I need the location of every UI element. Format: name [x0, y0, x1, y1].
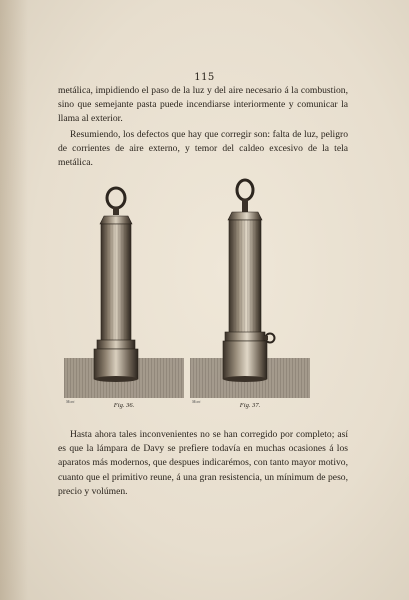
davy-lamp-illustration-2	[190, 176, 310, 406]
paragraph-1: metálica, impidiendo el paso de la luz y del aire necesario á la combustion, sino que semejante pasta puede incendiarse interiormente y comunicar la llama al exterior.	[58, 85, 348, 125]
paragraph-3: Hasta ahora tales inconvenientes no se han corregido por completo; así es que la lámpara de Davy se prefiere todavía en muchas ocasiones á los aparatos más modernos, que despues indicarémos, con tanto mayor motivo, cuanto que el primitivo reune, á una gran resistencia, un mínimum de peso, precio y volúmen.	[58, 429, 348, 497]
figure-37	[190, 176, 310, 416]
figure-caption: Fig. 36.	[113, 402, 135, 409]
binding-shadow	[0, 0, 28, 600]
paragraph-2: Resumiendo, los defectos que hay que corregir son: falta de luz, peligro de corrientes de aire externo, y temor del caldeo excesivo de la tela metálica.	[58, 129, 348, 169]
engraver-signature: Mont	[66, 399, 75, 404]
figure-caption: Fig. 37.	[239, 402, 261, 409]
figure-36	[64, 176, 184, 416]
engraver-signature: Mont	[192, 399, 201, 404]
page-number: 115	[194, 72, 215, 83]
davy-lamp-illustration-1	[64, 176, 184, 406]
